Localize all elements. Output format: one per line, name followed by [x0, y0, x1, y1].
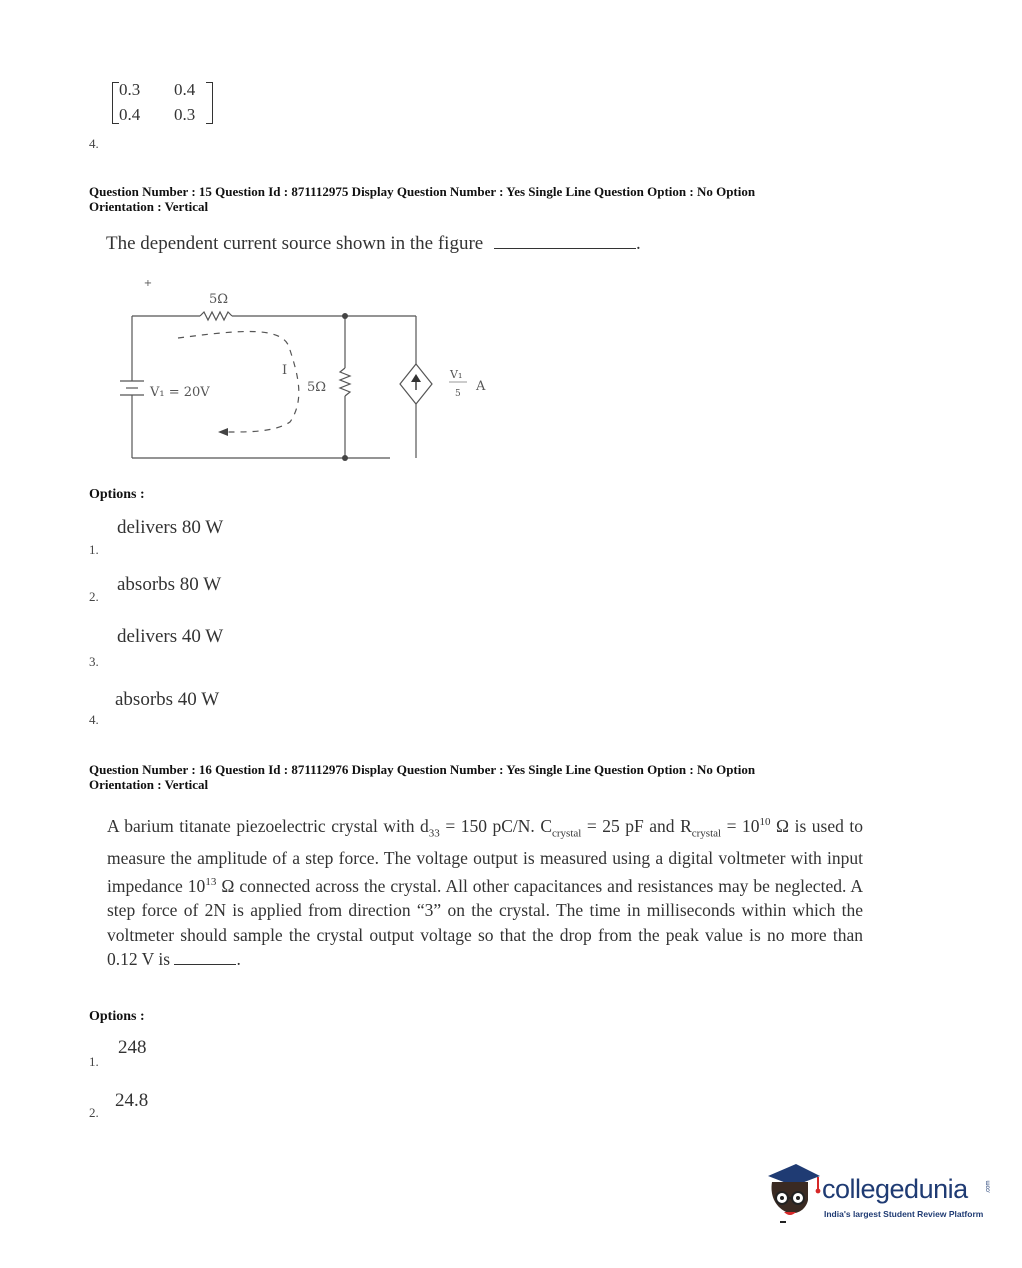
- option-text: 24.8: [115, 1090, 149, 1111]
- label-dep-unit: A: [476, 379, 486, 394]
- header-line-1: Question Number : 15 Question Id : 871112975 Display Question Number : Yes Single Line Question Option : No Option: [89, 184, 756, 199]
- header-line-2: Orientation : Vertical: [89, 199, 209, 214]
- option-number: 3.: [89, 654, 99, 669]
- options-label: Options :: [89, 487, 145, 502]
- option-number: 1.: [89, 1054, 99, 1069]
- answer-blank: [174, 950, 236, 965]
- resistor-mid: [340, 368, 350, 396]
- matrix-right-bracket: [206, 82, 213, 124]
- current-arrow: [218, 428, 228, 436]
- svg-text:+: +: [143, 280, 153, 289]
- question-16-text: A barium titanate piezoelectric crystal with $d_{33} = 150$ pC/N. $C_{crystal} = 25$ pF and $R_{crystal} = 10^{10}$ Ω is used to measure the amplitude of a step force. The voltage output is measured using a digital voltmeter with input impedance $10^{13}$ Ω connected across the crystal. All other capacitances and resistances may be neglected. A step force of 2N is applied from direction “3” on the crystal. The time in milliseconds within which the voltmeter should sample the crystal output voltage so that the drop from the peak value is no more than 0.12 V is .: [107, 815, 864, 970]
- blank-end: .: [236, 949, 241, 970]
- answer-blank: [494, 234, 636, 249]
- header-line-1: Question Number : 16 Question Id : 871112976 Display Question Number : Yes Single Line Question Option : No Option: [89, 762, 756, 777]
- option-number: 4.: [89, 712, 99, 727]
- label-dep-num: V₁: [450, 368, 463, 381]
- matrix-cell: 0.4: [119, 105, 141, 124]
- label-r-mid: 5Ω: [307, 380, 327, 395]
- option-number: 1.: [89, 542, 99, 557]
- label-source: V₁ = 20V: [150, 385, 210, 400]
- circuit-figure: [100, 280, 520, 470]
- label-r-top: 5Ω: [209, 292, 229, 307]
- option-text: 248: [118, 1037, 147, 1058]
- matrix-cell: 0.4: [174, 80, 196, 99]
- option-text: delivers 40 W: [117, 626, 224, 647]
- option-text: absorbs 40 W: [115, 689, 220, 710]
- current-loop: [178, 331, 299, 432]
- option-text: absorbs 80 W: [117, 574, 222, 595]
- option-number: 4.: [89, 136, 99, 151]
- label-dep-den: 5: [455, 389, 461, 399]
- source-arrow: [411, 374, 421, 382]
- matrix-left-bracket: [112, 82, 119, 124]
- question-16-header: [89, 762, 869, 792]
- matrix-cell: 0.3: [174, 105, 196, 124]
- node: [342, 313, 348, 319]
- node: [342, 455, 348, 461]
- options-label: Options :: [89, 1009, 145, 1024]
- collegedunia-mascot-icon: [762, 1160, 824, 1226]
- blank-end: .: [635, 233, 641, 254]
- brand-name: collegedunia: [822, 1174, 968, 1204]
- question-15-text: [106, 233, 641, 255]
- label-current: I: [282, 363, 288, 378]
- question-15-header: [89, 184, 869, 214]
- option-number: 2.: [89, 1105, 99, 1120]
- header-line-2: Orientation : Vertical: [89, 777, 209, 792]
- option-number: 2.: [89, 589, 99, 604]
- question-text: The dependent current source shown in the figure: [106, 233, 484, 254]
- resistor-top: [200, 312, 232, 320]
- matrix-cell: 0.3: [119, 80, 141, 99]
- brand-suffix: .com: [985, 1180, 992, 1194]
- option-text: delivers 80 W: [117, 517, 224, 538]
- brand-tagline: India's largest Student Review Platform: [824, 1209, 984, 1219]
